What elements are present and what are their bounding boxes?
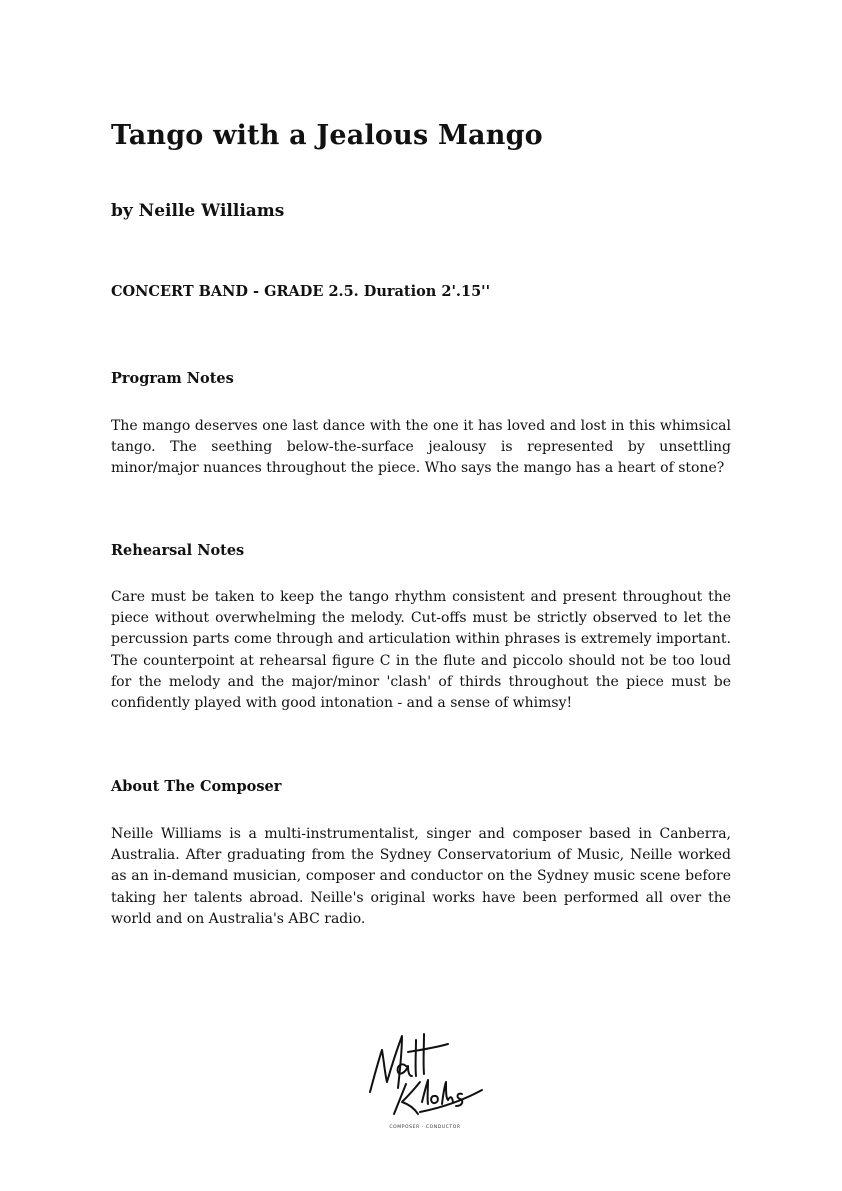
about-composer-heading: About The Composer bbox=[111, 778, 282, 795]
rehearsal-notes-heading: Rehearsal Notes bbox=[111, 542, 245, 559]
logo-caption: COMPOSER · CONDUCTOR bbox=[389, 1125, 461, 1130]
program-notes-text: The mango deserves one last dance with the one it has loved and lost in this whimsical tango. The seething below-the-surface jealousy is represented by unsettling minor/major nuances throughout the piece. Who says the mango has a heart of stone? bbox=[111, 418, 731, 477]
piece-title: Tango with a Jealous Mango bbox=[111, 120, 543, 151]
ensemble-grade-duration: CONCERT BAND - GRADE 2.5. Duration 2'.15'' bbox=[111, 283, 491, 300]
about-composer-text: Neille Williams is a multi-instrumentalist, singer and composer based in Canberra, Australia. After graduating from the Sydney Conservatorium of Music, Neille worked as an in-demand musician, composer and conductor on the Sydney music scene before taking her talents abroad. Neille's original works have been performed all over the world and on Australia's ABC radio. bbox=[111, 826, 731, 927]
signature-logo bbox=[360, 1022, 490, 1134]
program-notes-heading: Program Notes bbox=[111, 370, 234, 387]
signature-mark-icon bbox=[360, 1022, 490, 1122]
rehearsal-notes-text: Care must be taken to keep the tango rhythm consistent and present throughout the piece without overwhelming the melody. Cut-offs must be strictly observed to let the percussion parts come through and articulation within phrases is extremely important. The counterpoint at rehearsal figure C in the flute and piccolo should not be too loud for the melody and the major/minor 'clash' of thirds throughout the piece must be confidently played with good intonation - and a sense of whimsy! bbox=[111, 589, 731, 712]
composer-byline: by Neille Williams bbox=[111, 201, 285, 221]
